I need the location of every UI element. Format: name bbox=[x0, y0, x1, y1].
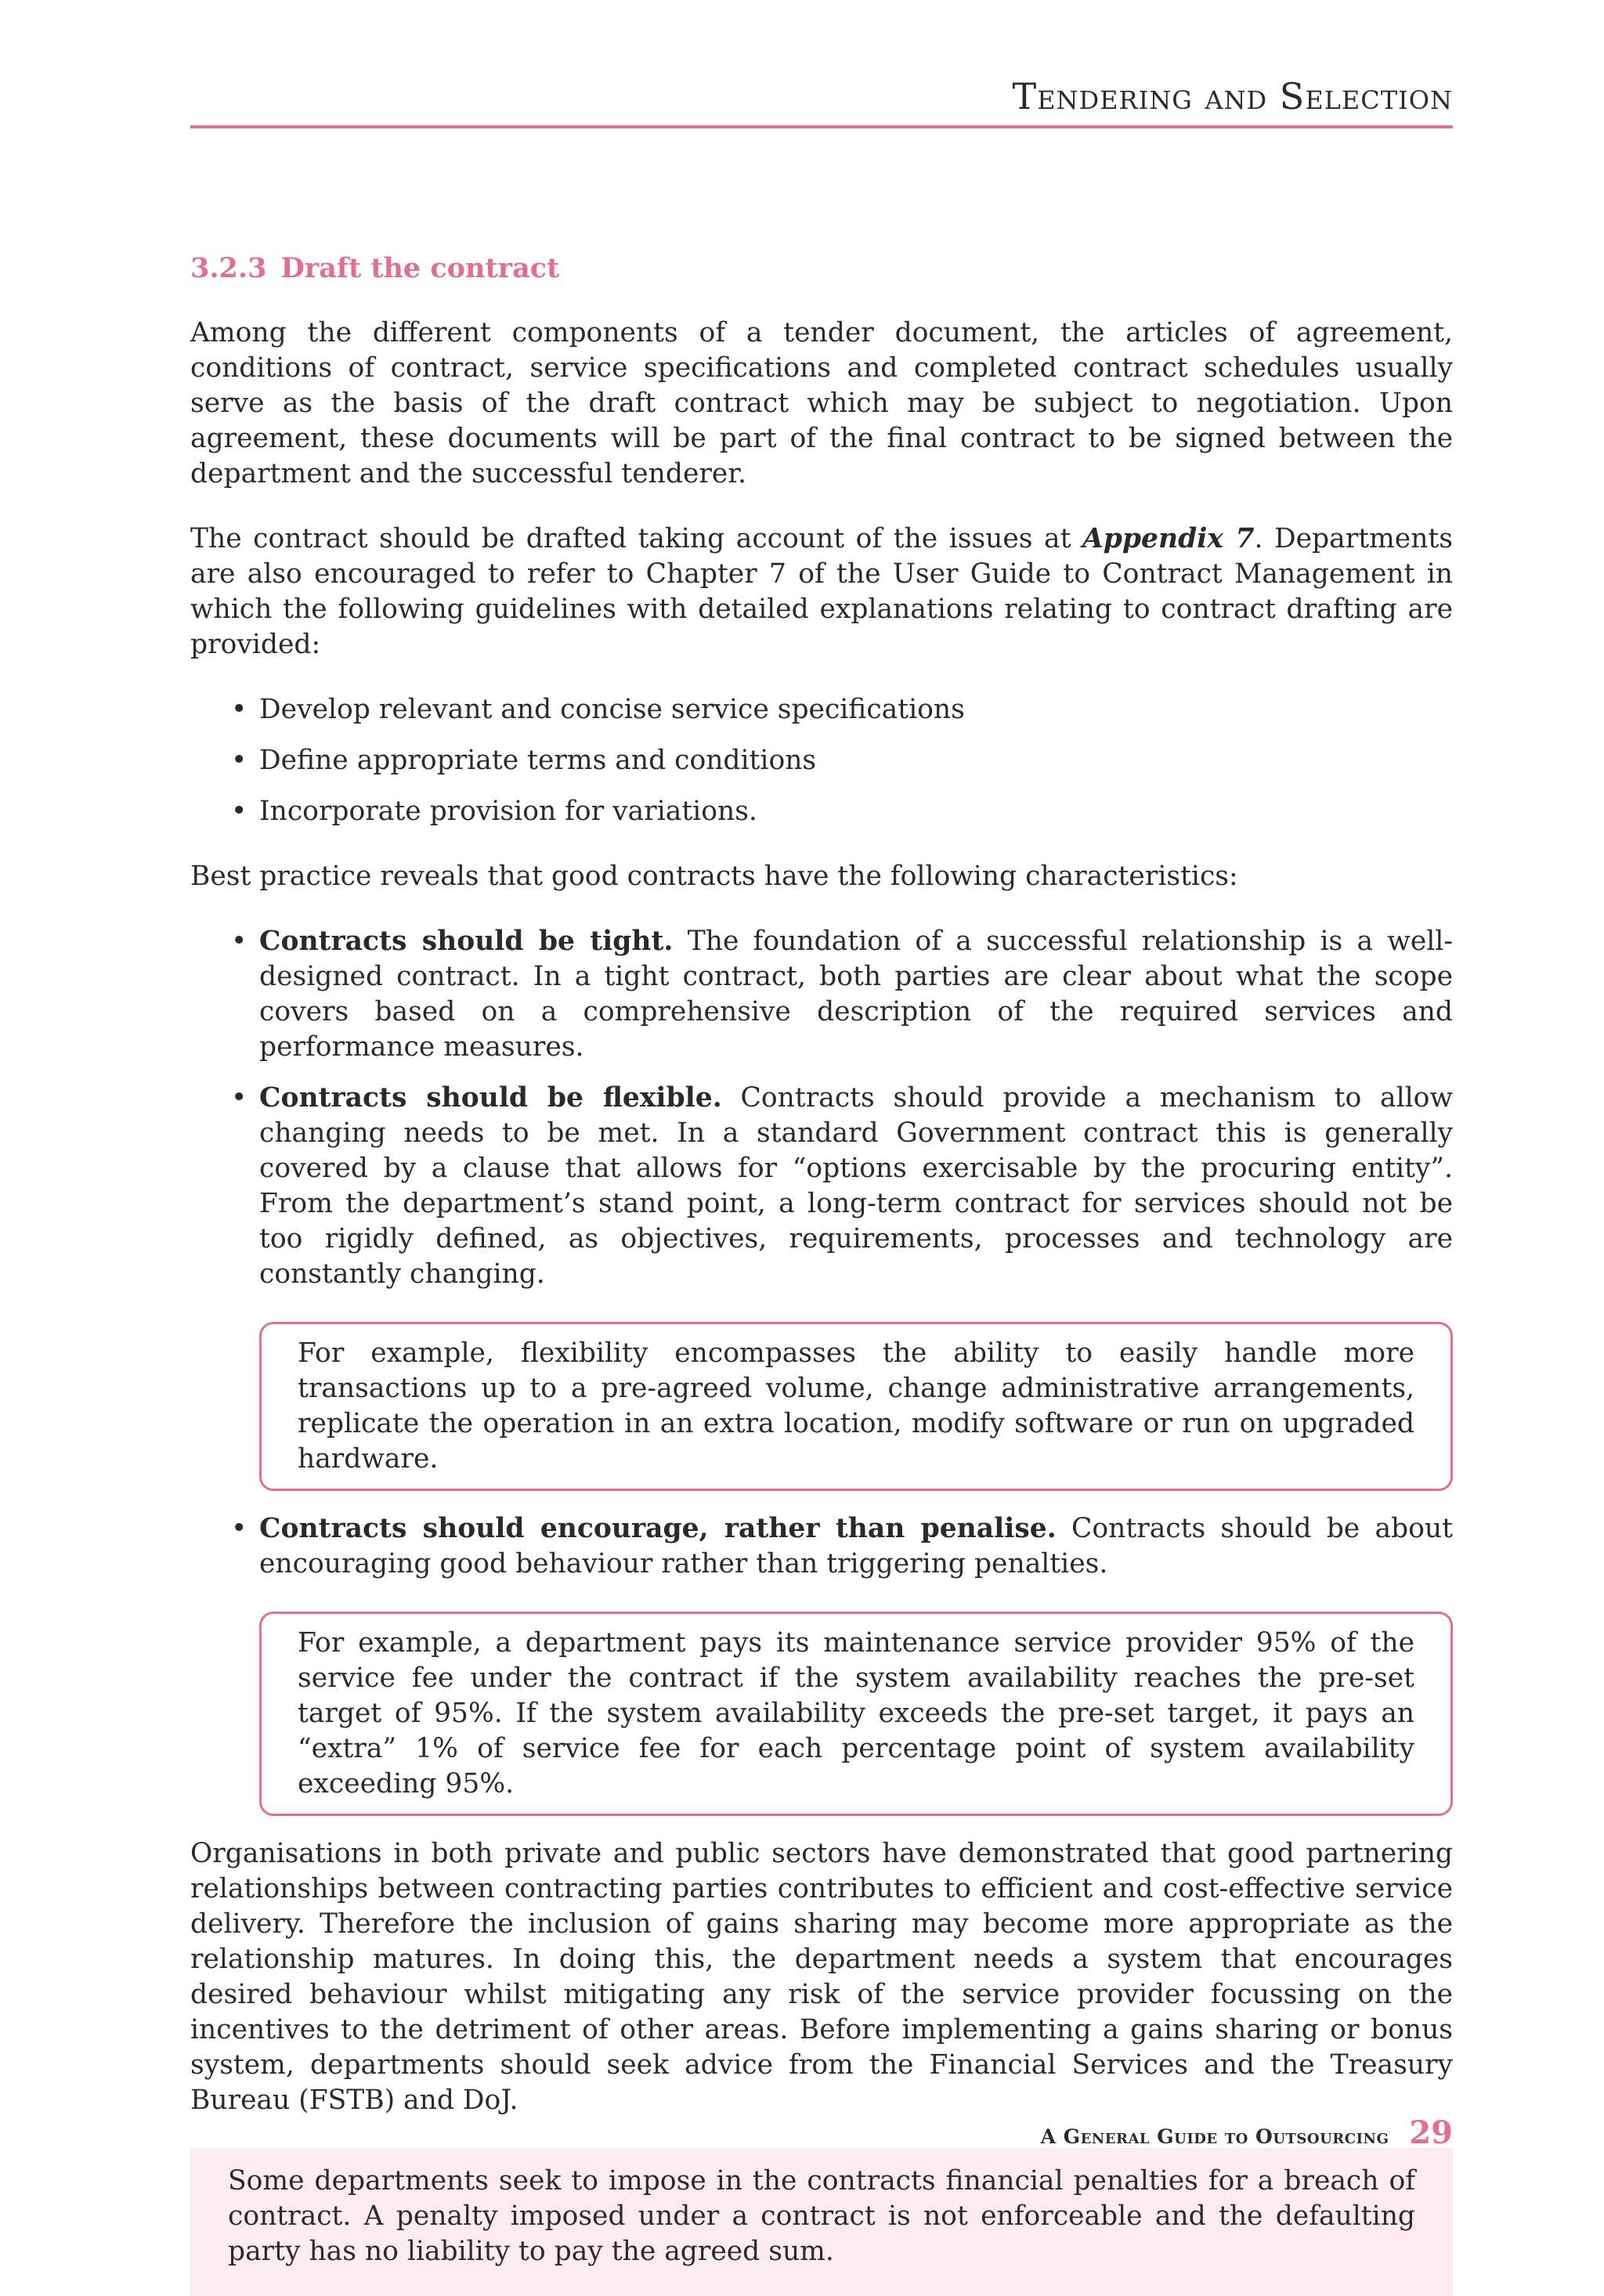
characteristic-text: The foundation of a successful relationship is a well-designed contract. In a tight contract, both parties are clear about what the scope covers based on a comprehensive description of the required services and performance measures. bbox=[259, 926, 1453, 1063]
running-header: Tendering and Selection bbox=[1012, 75, 1453, 117]
characteristic-lead: Contracts should be flexible. bbox=[259, 1082, 722, 1114]
drafting-paragraph bbox=[190, 522, 1453, 662]
partnering-paragraph: Organisations in both private and public sectors have demonstrated that good partnering relationships between contracting parties contributes to efficient and cost-effective service delivery. Therefore the inclusion of gains sharing may become more appropriate as the relationship matures. In doing this, the department needs a system that encourages desired behaviour whilst mitigating any risk of the service provider focussing on the incentives to the detriment of other areas. Before implementing a gains sharing or bonus system, departments should seek advice from the Financial Services and the Treasury Bureau (FSTB) and DoJ. bbox=[190, 1838, 1453, 2116]
incentive-example-box: For example, a department pays its maintenance service provider 95% of the service fee under the contract if the system availability reaches the pre-set target of 95%. If the system availability exceeds the pre-set target, it pays an “extra” 1% of service fee for each percentage point of system availability exceeding 95%. bbox=[259, 1612, 1453, 1816]
document-page bbox=[190, 0, 1453, 2268]
bullet-icon: • bbox=[231, 926, 247, 957]
guideline-text: Define appropriate terms and conditions bbox=[259, 745, 817, 776]
list-item bbox=[190, 1081, 1453, 1292]
bullet-icon: • bbox=[231, 1082, 247, 1114]
guideline-text: Incorporate provision for variations. bbox=[259, 796, 757, 827]
characteristic-lead: Contracts should be tight. bbox=[259, 926, 674, 957]
flexibility-example-box: For example, flexibility encompasses the ability to easily handle more transactions up to a pre-agreed volume, change administrative arrangements, replicate the operation in an extra location, modify software or run on upgraded hardware. bbox=[259, 1322, 1453, 1491]
list-item bbox=[190, 1511, 1453, 1582]
section-number: 3.2.3 bbox=[190, 252, 267, 284]
list-item bbox=[190, 692, 1453, 727]
characteristic-lead: Contracts should encourage, rather than penalise. bbox=[259, 1513, 1057, 1544]
page-number: 29 bbox=[1409, 2114, 1453, 2151]
best-practice-paragraph: Best practice reveals that good contracts have the following characteristics: bbox=[190, 861, 1238, 892]
bullet-icon: • bbox=[231, 745, 247, 776]
guidelines-list bbox=[190, 692, 1453, 829]
bullet-icon: • bbox=[231, 1513, 247, 1544]
list-item bbox=[190, 794, 1453, 829]
bullet-icon: • bbox=[231, 694, 247, 725]
drafting-text-end: . Departments are also encouraged to refer to Chapter 7 of the User Guide to Contract Management in which the following guidelines with detailed explanations relating to contract drafting are provided: bbox=[190, 523, 1453, 660]
drafting-text-start: The contract should be drafted taking account of the issues at bbox=[190, 523, 1083, 554]
footer-guide-title: A General Guide to Outsourcing bbox=[1040, 2125, 1389, 2148]
section-heading bbox=[190, 251, 1453, 286]
characteristic-text: Contracts should be about encouraging good behaviour rather than triggering penalties. bbox=[259, 1513, 1453, 1579]
guideline-text: Develop relevant and concise service specifications bbox=[259, 694, 965, 725]
appendix-reference: Appendix 7 bbox=[1082, 523, 1255, 554]
intro-paragraph: Among the different components of a tender document, the articles of agreement, conditions of contract, service specifications and completed contract schedules usually serve as the basis of the draft contract which may be subject to negotiation. Upon agreement, these documents will be part of the final contract to be signed between the department and the successful tenderer. bbox=[190, 317, 1453, 489]
header-rule bbox=[190, 125, 1453, 128]
list-item bbox=[190, 924, 1453, 1065]
bullet-icon: • bbox=[231, 796, 247, 827]
list-item bbox=[190, 743, 1453, 778]
characteristics-list bbox=[190, 924, 1453, 1292]
section-title: Draft the contract bbox=[280, 252, 560, 284]
page-footer bbox=[1041, 2114, 1453, 2151]
characteristics-list-continued bbox=[190, 1511, 1453, 1582]
page-content bbox=[190, 251, 1453, 2296]
penalty-note-box: Some departments seek to impose in the contracts financial penalties for a breach of contract. A penalty imposed under a contract is not enforceable and the defaulting party has no liability to pay the agreed sum. bbox=[190, 2148, 1453, 2296]
characteristic-text: Contracts should provide a mechanism to allow changing needs to be met. In a standard Government contract this is generally covered by a clause that allows for “options exercisable by the procuring entity”. From the department’s stand point, a long-term contract for services should not be too rigidly defined, as objectives, requirements, processes and technology are constantly changing. bbox=[259, 1082, 1453, 1290]
